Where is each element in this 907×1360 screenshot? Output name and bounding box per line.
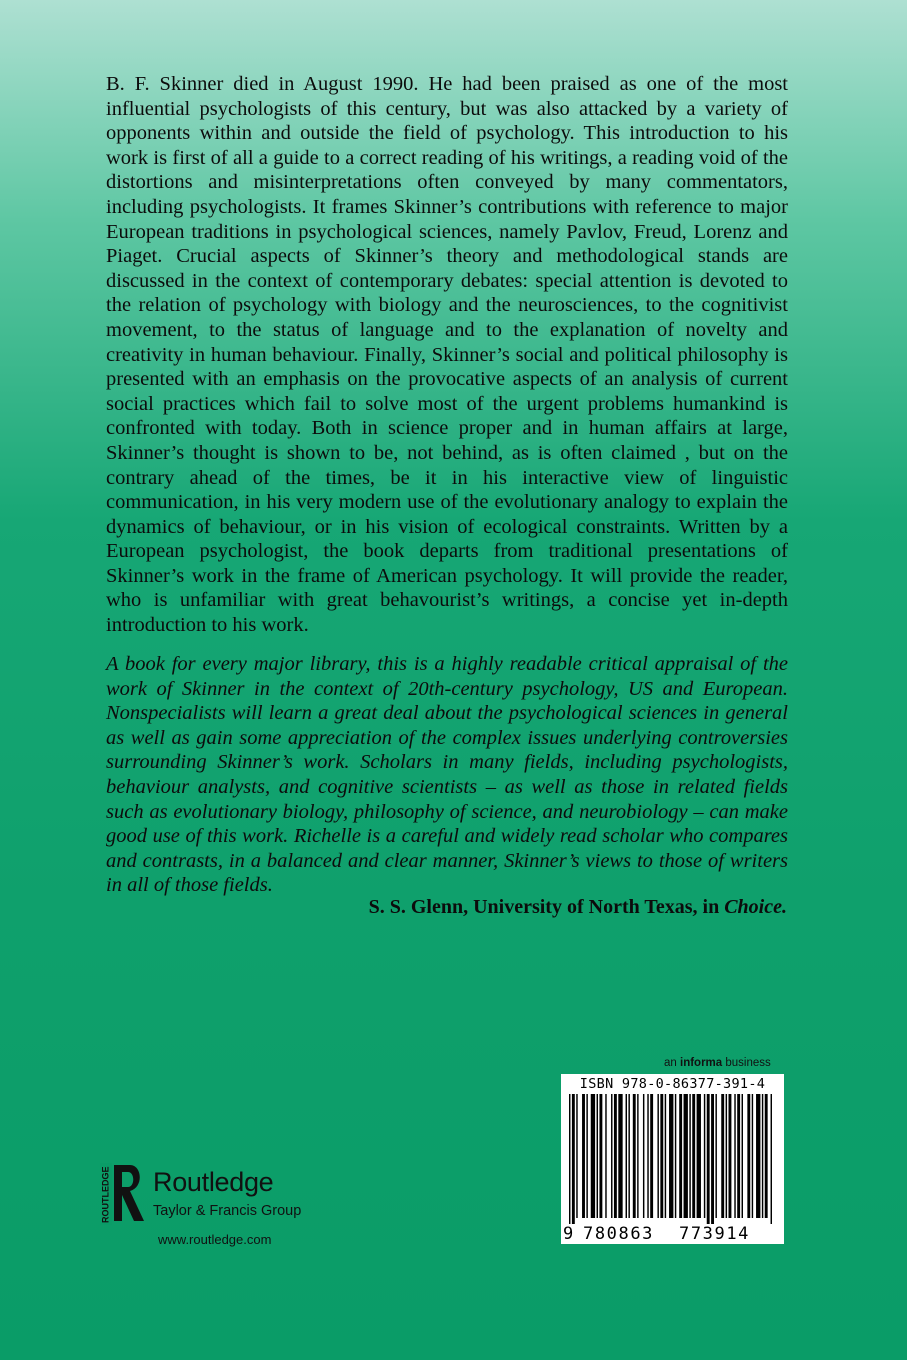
barcode-bar	[618, 1094, 622, 1218]
blurb-text: B. F. Skinner died in August 1990. He had been praised as one of the most influential psychologists of this century, but was also attacked by a variety of opponents within and outside the field of psychology. This introduction to his work is first of all a guide to a correct reading of his writings, a reading void of the distortions and misinterpretations often conveyed by many commentators, including psychologists. It frames Skinner’s contributions with reference to major European traditions in psychological sciences, namely Pavlov, Freud, Lorenz and Piaget. Crucial aspects of Skinner’s theory and methodological stands are discussed in the context of contemporary debates: special attention is devoted to the relation of psychology with biology and the neurosciences, to the cognitivist movement, to the status of language and to the explanation of novelty and creativity in human behaviour. Finally, Skinner’s social and political philosophy is presented with an emphasis on the provocative aspects of an analysis of current social practices which fail to solve most of the urgent problems humankind is confronted with today. Both in science proper and in human affairs at large, Skinner’s thought is shown to be, not behind, as is often claimed , but on the contrary ahead of the times, be it in his interactive view of linguistic communication, in his very modern use of the evolutionary analogy to explain the dynamics of behaviour, or in his vision of ecological constraints. Written by a European psychologist, the book departs from traditional presentations of Skinner’s work in the frame of American psychology. It will provide the reader, who is unfamiliar with great behavourist’s writings, a concise yet in-depth introduction to his work.	[106, 73, 788, 637]
barcode-bar	[643, 1094, 644, 1218]
barcode-bar	[737, 1094, 740, 1218]
barcode-bar	[752, 1094, 753, 1218]
barcode-bar	[582, 1094, 585, 1218]
barcode-bar	[628, 1094, 629, 1218]
barcode-bar	[721, 1094, 724, 1218]
barcode-bar	[689, 1094, 690, 1218]
barcode-bar	[647, 1094, 648, 1218]
barcode-bar	[715, 1094, 716, 1218]
barcode-bar	[637, 1094, 638, 1218]
barcode-bar	[704, 1094, 705, 1218]
barcode-digit-first: 9	[563, 1224, 574, 1244]
barcode-bar	[711, 1094, 714, 1224]
barcode-digits-right: 773914	[679, 1224, 751, 1244]
barcode-bar	[605, 1094, 606, 1218]
barcode-digits-left: 780863	[583, 1224, 655, 1244]
barcode-bar	[614, 1094, 617, 1218]
publisher-group: Taylor & Francis Group	[153, 1203, 302, 1219]
barcode-bar	[591, 1094, 595, 1218]
attribution-author: S. S. Glenn, University of North Texas, in	[368, 896, 725, 918]
barcode-bar	[572, 1094, 575, 1224]
barcode-bar	[611, 1094, 612, 1218]
barcode-bar	[697, 1094, 701, 1218]
barcode-bar	[734, 1094, 735, 1218]
barcode-bar	[765, 1094, 768, 1218]
barcode-bar	[599, 1094, 602, 1218]
logo-vertical-text: ROUTLEDGE	[100, 1166, 111, 1223]
barcode-bar	[684, 1094, 688, 1218]
barcode-bar	[707, 1094, 710, 1224]
barcode-bar	[633, 1094, 636, 1218]
review-attribution	[369, 896, 787, 919]
barcode-bar	[756, 1094, 760, 1218]
barcode-bar	[692, 1094, 695, 1218]
barcode-bar	[597, 1094, 598, 1218]
barcode-bar	[665, 1094, 666, 1218]
barcode-bar	[762, 1094, 763, 1218]
barcode-bar	[660, 1094, 663, 1218]
barcode-bar	[650, 1094, 653, 1218]
barcode-bar	[726, 1094, 727, 1218]
barcode-bar	[771, 1094, 772, 1224]
barcode-bar	[747, 1094, 750, 1218]
barcode-bar	[669, 1094, 673, 1218]
isbn-label: ISBN 978-0-86377-391-4	[579, 1076, 766, 1092]
informa-tagline: an informa business	[664, 1057, 771, 1069]
barcode-bar	[626, 1094, 627, 1218]
barcode-bar	[679, 1094, 682, 1218]
barcode-bars	[565, 1094, 780, 1224]
routledge-logo-icon	[100, 1163, 148, 1227]
publisher-logo-block	[100, 1163, 330, 1253]
review-quote: A book for every major library, this is a highly readable critical appraisal of the work of Skinner in the context of 20th-century psychology, US and European. Nonspecialists will learn a great deal about the psychological sciences in general as well as gain some appreciation of the complex issues underlying controversies surrounding Skinner’s work. Scholars in many fields, including psychologists, behaviour analysts, and cognitive scientists – as well as those in related fields such as evolutionary biology, philosophy of science, and neurobiology – can make good use of this work. Richelle is a careful and widely read scholar who compares and contrasts, in a balanced and clear manner, Skinner’s views to those of writers in all of those fields.	[106, 653, 788, 897]
barcode-bar	[675, 1094, 676, 1218]
informa-brand: informa	[680, 1057, 723, 1069]
attribution-source: Choice.	[724, 896, 787, 918]
barcode-bar	[586, 1094, 587, 1218]
barcode-bar	[569, 1094, 570, 1224]
barcode-bar	[742, 1094, 743, 1218]
barcode-bar	[729, 1094, 732, 1218]
publisher-name: Routledge	[153, 1167, 274, 1197]
isbn-barcode	[561, 1074, 784, 1244]
barcode-bar	[657, 1094, 658, 1218]
barcode-bar	[576, 1094, 577, 1218]
barcode-digits	[561, 1224, 784, 1244]
publisher-url[interactable]: www.routledge.com	[158, 1232, 272, 1247]
